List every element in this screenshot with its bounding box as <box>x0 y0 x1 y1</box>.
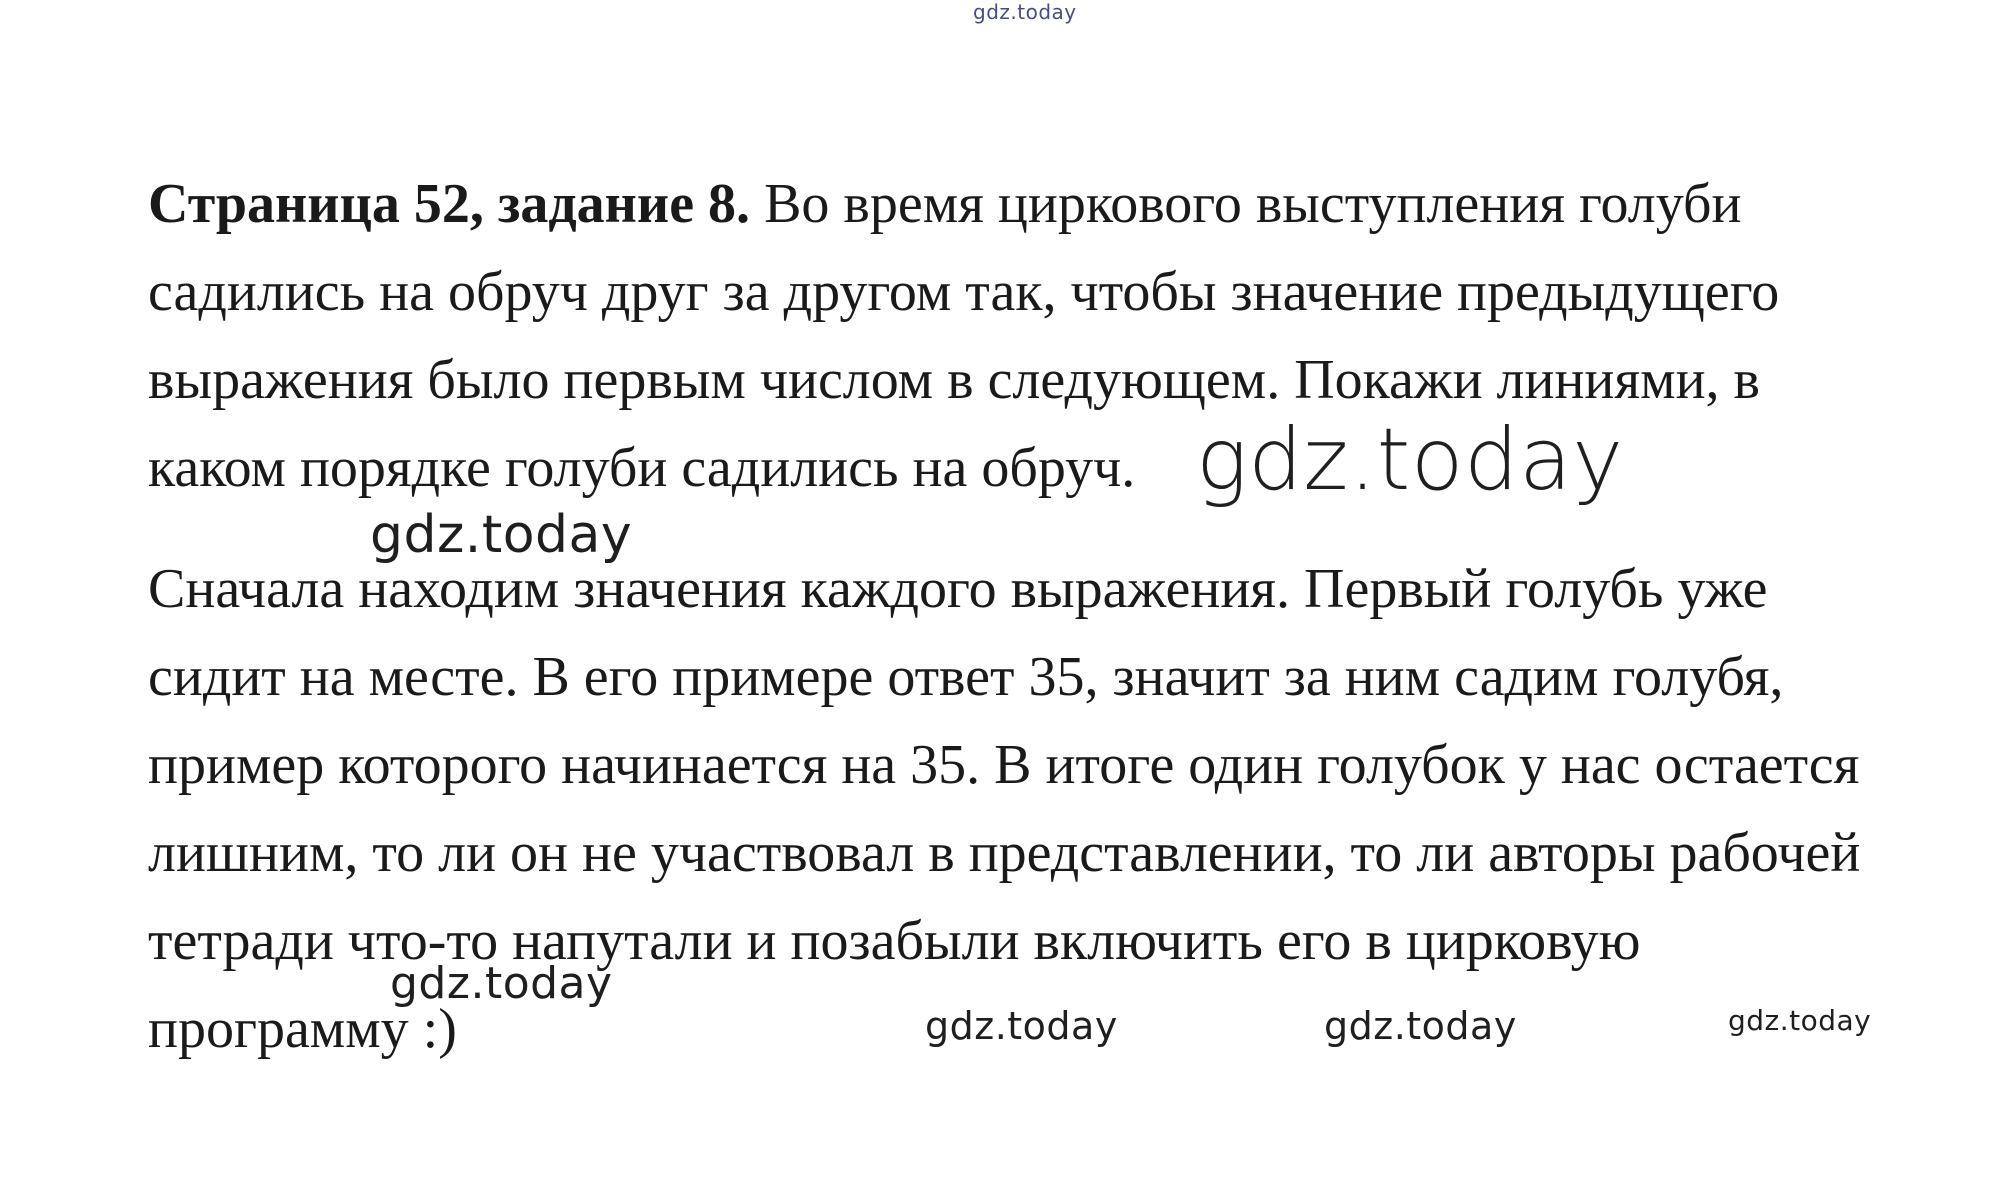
task-text: Во время циркового выступления голуби садились на обруч друг за другом так, чтобы значение предыдущего выражения было первым числом в следующем. Покажи линиями, в каком порядке голуби садились на обруч. <box>148 173 1780 499</box>
task-paragraph <box>148 160 1908 512</box>
watermark-middle: gdz.today <box>370 505 633 565</box>
watermark-top: gdz.today <box>973 0 1077 24</box>
task-heading: Страница 52, задание 8. <box>148 173 751 235</box>
answer-text: Сначала находим значения каждого выражения. Первый голубь уже сидит на месте. В его примере ответ 35, значит за ним садим голубя, пример которого начинается на 35. В итоге один голубок у нас остается лишним, то ли он не участвовал в представлении, то ли авторы рабочей тетради что-то напутали и позабыли включить его в цирковую программу :) <box>148 558 1861 1060</box>
watermark-bottom-left: gdz.today <box>390 958 613 1009</box>
watermark-bottom-right: gdz.today <box>1324 1004 1517 1048</box>
watermark-large: gdz.today <box>1196 410 1624 510</box>
watermark-bottom-center: gdz.today <box>925 1004 1118 1048</box>
watermark-bottom-far-right: gdz.today <box>1728 1004 1872 1037</box>
